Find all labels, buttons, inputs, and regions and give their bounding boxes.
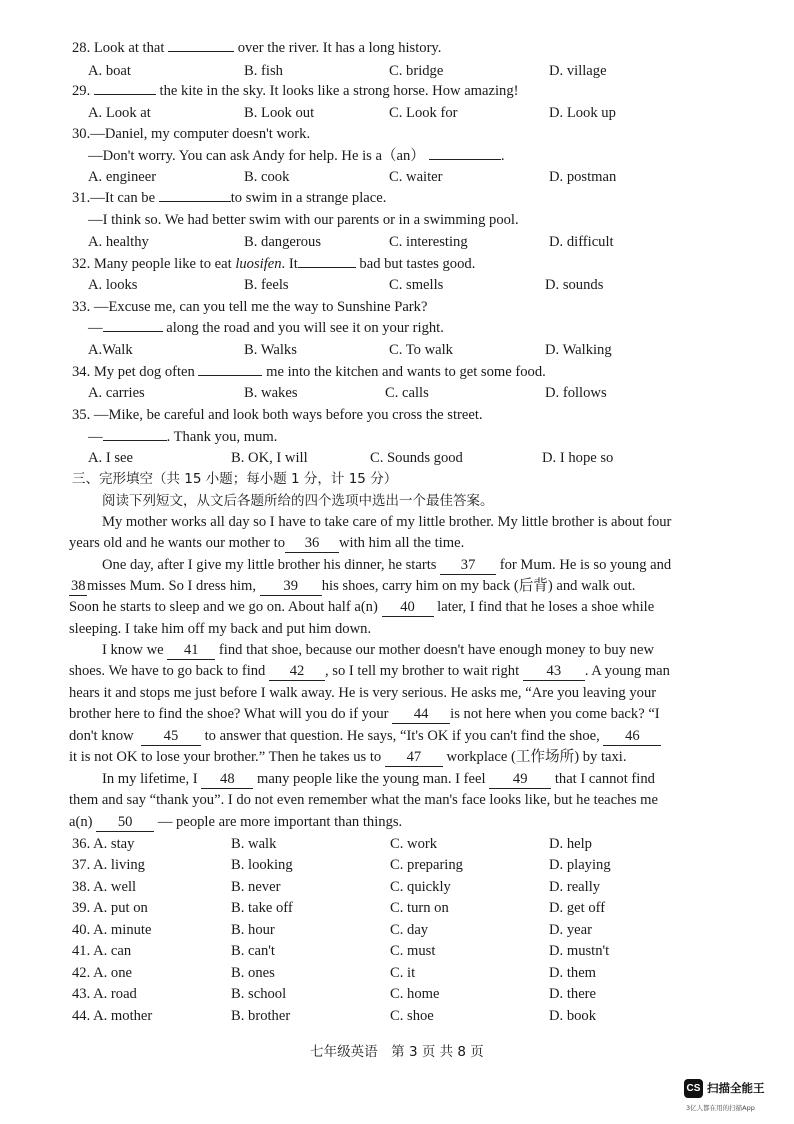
answer-blank [198,375,262,376]
passage-text: don't know [69,728,134,744]
option-d: D. village [549,63,607,79]
option-a: 39. A. put on [72,900,148,916]
q32-stem-start: 32. Many people like to eat [72,256,236,272]
section-instruction: 阅读下列短文，从文后各题所给的四个选项中选出一个最佳答案。 [102,493,494,509]
passage-text: his shoes, carry him on my back (后背) and walk out. [321,578,636,594]
passage-text: find that shoe, because our mother doesn't have enough money to buy new [218,642,654,658]
option-d: D. help [549,836,592,852]
blank-45: 45 [141,728,201,746]
option-a: 38. A. well [72,879,137,895]
passage-text: misses Mum. So I dress him, [87,578,257,594]
option-a: A. boat [88,63,131,79]
option-c: C. must [390,943,436,959]
blank-38: 38 [71,578,86,594]
option-a: A.Walk [88,342,133,358]
answer-blank [103,440,167,441]
watermark-tagline: 3亿人都在用的扫描App [686,1104,755,1112]
answer-blank [94,94,156,95]
option-d: D. there [549,986,597,1002]
passage-line [102,640,654,660]
option-a: A. Look at [88,105,151,121]
passage-text: shoes. We have to go back to find [69,663,266,679]
option-c: C. work [390,836,438,852]
passage-text: it is not OK to lose your brother.” Then he takes us to [69,749,382,765]
option-d: D. postman [549,169,617,185]
question-30 [72,124,310,144]
option-b: B. take off [231,900,293,916]
option-b: B. brother [231,1008,291,1024]
option-b: B. cook [244,169,290,185]
q32-stem-end: bad but tastes good. [355,256,476,272]
answer-blank [429,159,501,160]
option-a: A. engineer [88,169,157,185]
blank-41: 41 [167,642,215,660]
passage-line [69,533,464,553]
answer-blank [298,267,356,268]
option-c: C. quickly [390,879,451,895]
blank-50: 50 [96,814,154,832]
option-b: B. can't [231,943,275,959]
blank-36: 36 [285,535,339,553]
q28-stem-end: over the river. It has a long history. [234,40,442,56]
option-a: 37. A. living [72,857,145,873]
option-b: B. walk [231,836,277,852]
passage-text: is not here when you come back? “I [450,706,660,722]
option-d: D. book [549,1008,597,1024]
q35-stem: 35. —Mike, be careful and look both ways before you cross the street. [72,407,483,423]
option-c: C. shoe [390,1008,434,1024]
option-a: A. healthy [88,234,149,250]
q28-stem-start: 28. Look at that [72,40,169,56]
q33-response-end: along the road and you will see it on your right. [162,320,444,336]
passage-text: brother here to find the shoe? What will you do if your [69,706,389,722]
blank-39: 39 [260,578,322,596]
question-33 [72,297,427,317]
option-a: 40. A. minute [72,922,152,938]
question-28 [72,38,441,58]
passage-line: My mother works all day so I have to take care of my little brother. My little brother is about four [102,514,672,530]
q30-response [88,146,505,166]
q30-response-end: . [500,148,505,164]
passage-text: In my lifetime, I [102,771,198,787]
answer-blank [168,51,234,52]
option-c: C. preparing [390,857,463,873]
option-c: C. it [390,965,416,981]
passage-text: — people are more important than things. [157,814,403,830]
q31-stem-end: to swim in a strange place. [230,190,387,206]
option-b: B. ones [231,965,275,981]
option-d: D. I hope so [542,450,614,466]
option-c: C. turn on [390,900,449,916]
passage-text: . A young man [584,663,670,679]
option-d: D. them [549,965,597,981]
option-d: D. sounds [545,277,604,293]
question-34 [72,362,546,382]
option-b: B. feels [244,277,289,293]
passage-line [69,704,660,724]
q34-stem-start: 34. My pet dog often [72,364,199,380]
camscanner-logo-icon: CS [684,1079,703,1098]
question-32 [72,254,475,274]
option-c: C. waiter [389,169,443,185]
option-c: C. calls [385,385,429,401]
question-35 [72,405,483,425]
q31-response-text: —I think so. We had better swim with our parents or in a swimming pool. [88,212,519,228]
blank-43: 43 [523,663,585,681]
passage-text: Soon he starts to sleep and we go on. About half a(n) [69,599,378,615]
passage-line [69,726,661,746]
option-b: B. Walks [244,342,297,358]
option-a: 43. A. road [72,986,137,1002]
option-b: B. looking [231,857,293,873]
q32-stem-mid: . It [281,256,298,272]
option-b: B. wakes [244,385,298,401]
option-d: D. get off [549,900,606,916]
option-c: C. home [390,986,440,1002]
option-d: D. follows [545,385,607,401]
blank-37: 37 [440,557,496,575]
option-d: D. really [549,879,601,895]
passage-line: hears it and stops me just before I walk away. He is very serious. He asks me, “Are you leaving your [69,685,657,701]
q33-stem: 33. —Excuse me, can you tell me the way to Sunshine Park? [72,299,428,315]
option-b: B. fish [244,63,283,79]
q29-stem-start: 29. [72,83,94,99]
q32-italic-word: luosifen [235,256,282,272]
question-29 [72,81,519,101]
option-d: D. year [549,922,592,938]
passage-line: them and say “thank you”. I do not even remember what the man's face looks like, but he teaches me [69,792,659,808]
scanner-watermark [684,1079,788,1117]
option-b: B. OK, I will [231,450,308,466]
option-b: B. never [231,879,281,895]
q35-response [88,427,277,447]
option-c: C. Look for [389,105,458,121]
blank-46: 46 [603,728,661,746]
passage-line: sleeping. I take him off my back and put him down. [69,621,372,637]
option-c: C. interesting [389,234,468,250]
passage-line [102,555,671,575]
option-a: 41. A. can [72,943,132,959]
q34-stem-end: me into the kitchen and wants to get some food. [262,364,546,380]
passage-line [69,747,627,767]
passage-line [69,576,635,596]
passage-line [69,661,670,681]
option-a: 44. A. mother [72,1008,153,1024]
blank-49: 49 [489,771,551,789]
q33-response-start: — [88,320,103,336]
option-d: D. playing [549,857,611,873]
passage-line [102,769,655,789]
answer-blank [159,201,231,202]
q30-response-text: —Don't worry. You can ask Andy for help. He is a（an） [88,148,425,164]
passage-line [69,597,654,617]
option-b: B. Look out [244,105,315,121]
option-a: A. carries [88,385,145,401]
passage-line [69,812,402,832]
passage-text: , so I tell my brother to wait right [325,663,520,679]
q31-stem-start: 31.—It can be [72,190,159,206]
question-31 [72,188,386,208]
blank-48: 48 [201,771,253,789]
passage-text: a(n) [69,814,93,830]
passage-text: One day, after I give my little brother his dinner, he starts [102,557,437,573]
option-b: B. dangerous [244,234,322,250]
passage-text: to answer that question. He says, “It's OK if you can't find the shoe, [204,728,600,744]
passage-text: years old and he wants our mother to [69,535,286,551]
answer-blank [103,331,163,332]
option-b: B. school [231,986,287,1002]
watermark-name: 扫描全能王 [707,1081,765,1095]
option-a: 42. A. one [72,965,132,981]
passage-text: later, I find that he loses a shoe while [437,599,655,615]
option-c: C. To walk [389,342,453,358]
q29-stem-end: the kite in the sky. It looks like a strong horse. How amazing! [155,83,519,99]
option-d: D. Look up [549,105,616,121]
option-c: C. bridge [389,63,444,79]
q35-response-start: — [88,429,103,445]
q33-response [88,318,444,338]
passage-text: with him all the time. [339,535,465,551]
option-a: 36. A. stay [72,836,135,852]
passage-text: I know we [102,642,164,658]
passage-text: workplace (工作场所) by taxi. [446,749,627,765]
option-d: D. mustn't [549,943,610,959]
blank-40: 40 [382,599,434,617]
blank-47: 47 [385,749,443,767]
option-c: C. Sounds good [370,450,463,466]
page-footer: 七年级英语 第 3 页 共 8 页 [310,1044,484,1060]
option-b: B. hour [231,922,275,938]
option-a: A. looks [88,277,138,293]
section-title: 三、完形填空（共 15 小题；每小题 1 分，计 15 分） [72,471,398,487]
q30-stem: 30.—Daniel, my computer doesn't work. [72,126,311,142]
blank-42: 42 [269,663,325,681]
q31-response [88,210,519,230]
passage-text: many people like the young man. I feel [256,771,486,787]
blank-44: 44 [392,706,450,724]
option-c: C. day [390,922,429,938]
q35-response-end: . Thank you, mum. [166,429,278,445]
option-d: D. Walking [545,342,612,358]
passage-text: that I cannot find [554,771,655,787]
option-d: D. difficult [549,234,614,250]
option-a: A. I see [88,450,133,466]
passage-text: for Mum. He is so young and [499,557,672,573]
option-c: C. smells [389,277,444,293]
